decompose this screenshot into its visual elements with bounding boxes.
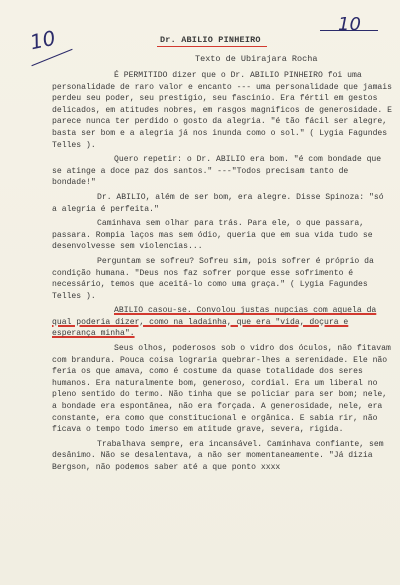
paragraph-5: Perguntam se sofreu? Sofreu sim, pois sofrer é próprio da condição humana. "Deus nos faz sofrer porque esse sofrimento é necessário, temos que aceitá-lo como uma graça." ( Lygia Fagundes Telles ). xyxy=(52,256,374,301)
paragraph-4: Caminhava sem olhar para trás. Para ele, o que passara, passara. Rompia laços mas sem ódio, queria que em sua vida tudo se desenvolvesse sem violencias... xyxy=(52,219,373,252)
handwritten-page-number-right: 10 xyxy=(338,14,361,35)
handwritten-page-number-left: 10 xyxy=(27,25,58,55)
paragraph-8: Trabalhava sempre, era incansável. Caminhava confiante, sem desânimo. Não se desalentava, a não ser momentaneamente. "Já dizia Bergson, não podemos saber até a que ponto xxxx xyxy=(52,439,384,472)
paragraph-2: Quero repetir: o Dr. ABILIO era bom. "é com bondade que se atinge a doce paz dos santos." ---"Todos precisam tanto de bondade!" xyxy=(52,155,382,188)
paragraph-3: Dr. ABILIO, além de ser bom, era alegre. Disse Spinoza: "só a alegria é perfeita." xyxy=(52,192,384,214)
document-title: Dr. ABILIO PINHEIRO xyxy=(160,35,261,45)
paragraph-1: É PERMITIDO dizer que o Dr. ABILIO PINHEIRO foi uma personalidade de raro valor e encanto --- uma personalidade que jamais perdeu seu poder, seu prestigio, seu fascinio. Era fértil em gestos delicados, em atitudes nobres, em rasgos magnificos de generosidade. E parece nunca ter perdido o gosto da alegria. "é tão fácil ser alegre, basta ser bom e a alegria já nos inunda como o sol." ( Lygia Fagundes Telles ). xyxy=(52,71,392,150)
title-underline xyxy=(157,46,267,47)
paragraph-6: ABILIO casou-se. Convolou justas nupcias com aquela da qual poderia dizer, como na ladainha, que era "vida, doçura e esperança minha". xyxy=(52,306,377,339)
document-body xyxy=(52,70,392,477)
document-author: Texto de Ubirajara Rocha xyxy=(195,54,318,64)
paragraph-7: Seus olhos, poderosos sob o vidro dos óculos, não fitavam com brandura. Pouca coisa lograria quebrar-lhes a serenidade. Ele não feria os que amava, como é costume da quase totalidade dos seres humanos. Era naturalmente bom, generoso, cordial. Era um liberal no pleno sentido do termo. Não tinha que se policiar para ser bom; nele, a bondade era espontânea, não era forçada. A generosidade, nele, era constante, era como que constitucional e orgânica. E sabia rir, não ficava o tempo todo imerso em atitude grave, severa, rigida. xyxy=(52,344,391,435)
handwritten-underline-right xyxy=(320,30,378,31)
